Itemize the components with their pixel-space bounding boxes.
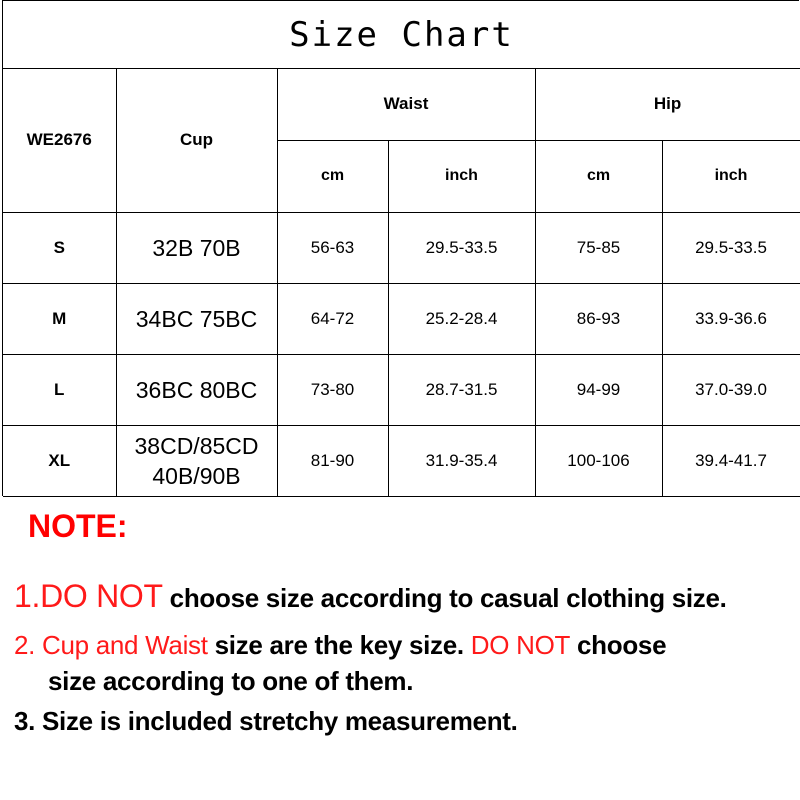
chart-title: Size Chart: [3, 1, 800, 69]
hip-inch-value: 37.0-39.0: [662, 354, 800, 425]
note-2: [14, 630, 666, 661]
note-2-text-end: choose: [570, 630, 667, 660]
hip-cm-value: 94-99: [535, 354, 662, 425]
note-2-text: size are the key size.: [207, 630, 471, 660]
size-grid: [3, 69, 800, 497]
header-waist-inch: inch: [388, 140, 535, 212]
hip-cm-value: 86-93: [535, 283, 662, 354]
table-row: [3, 354, 800, 425]
waist-cm-value: 73-80: [277, 354, 388, 425]
note-1-text: choose size according to casual clothing size.: [162, 583, 727, 613]
table-row: [3, 425, 800, 496]
cup-line-1: 38CD/85CD: [134, 432, 259, 459]
header-hip: Hip: [535, 69, 800, 140]
size-label: M: [3, 283, 116, 354]
note-3: 3. Size is included stretchy measurement.: [14, 706, 518, 736]
size-label: L: [3, 354, 116, 425]
waist-inch-value: 31.9-35.4: [388, 425, 535, 496]
table-row: [3, 212, 800, 283]
header-hip-inch: inch: [662, 140, 800, 212]
note-2-continued: size according to one of them.: [48, 666, 414, 696]
note-1: [14, 578, 727, 615]
header-waist: Waist: [277, 69, 535, 140]
header-model: WE2676: [3, 69, 116, 212]
size-chart-table: [2, 0, 799, 496]
cup-value: 36BC 80BC: [116, 354, 277, 425]
note-2-warning: DO NOT: [470, 630, 571, 660]
cup-value: [116, 425, 277, 496]
waist-cm-value: 81-90: [277, 425, 388, 496]
header-cup: Cup: [116, 69, 277, 212]
waist-cm-value: 64-72: [277, 283, 388, 354]
waist-cm-value: 56-63: [277, 212, 388, 283]
size-label: S: [3, 212, 116, 283]
cup-value: 34BC 75BC: [116, 283, 277, 354]
note-2-prefix: 2.: [14, 630, 43, 660]
table-row: [3, 283, 800, 354]
cup-line-2: 40B/90B: [152, 462, 241, 489]
note-2-highlight: Cup and Waist: [42, 630, 208, 660]
note-1-warning: 1.DO NOT: [14, 578, 163, 614]
note-title: NOTE:: [28, 508, 128, 544]
header-hip-cm: cm: [535, 140, 662, 212]
waist-inch-value: 25.2-28.4: [388, 283, 535, 354]
waist-inch-value: 28.7-31.5: [388, 354, 535, 425]
header-waist-cm: cm: [277, 140, 388, 212]
hip-inch-value: 29.5-33.5: [662, 212, 800, 283]
waist-inch-value: 29.5-33.5: [388, 212, 535, 283]
hip-cm-value: 100-106: [535, 425, 662, 496]
hip-inch-value: 39.4-41.7: [662, 425, 800, 496]
hip-cm-value: 75-85: [535, 212, 662, 283]
hip-inch-value: 33.9-36.6: [662, 283, 800, 354]
cup-value: 32B 70B: [116, 212, 277, 283]
size-label: XL: [3, 425, 116, 496]
